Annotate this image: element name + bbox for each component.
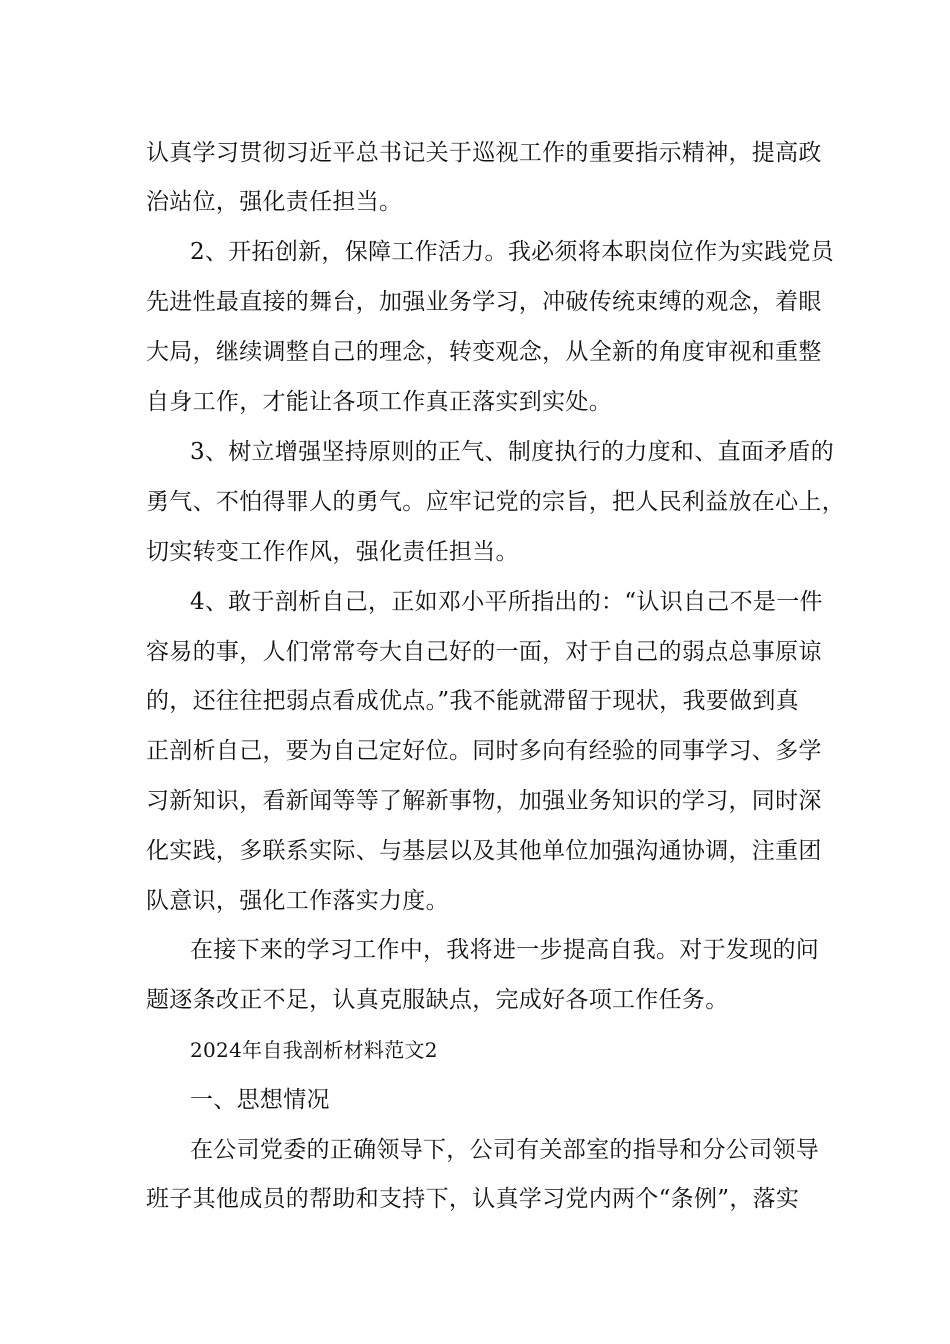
body-text-line: 治站位，强化责任担当。	[146, 189, 403, 215]
section-title: 2024年自我剖析材料范文2	[190, 1038, 438, 1062]
paragraph-first-line: 2、开拓创新，保障工作活力。我必须将本职岗位作为实践党员	[190, 239, 835, 265]
paragraph-first-line: 在接下来的学习工作中，我将进一步提高自我。对于发现的问	[190, 937, 820, 963]
body-text-line: 大局，继续调整自己的理念，转变观念，从全新的角度审视和重整	[146, 339, 822, 365]
paragraph-first-line: 3、树立增强坚持原则的正气、制度执行的力度和、直面矛盾的	[190, 439, 835, 465]
body-text-line: 勇气、不怕得罪人的勇气。应牢记党的宗旨，把人民利益放在心上，	[146, 489, 845, 515]
body-text-line: 自身工作，才能让各项工作真正落实到实处。	[146, 389, 612, 415]
body-text-line: 正剖析自己，要为自己定好位。同时多向有经验的同事学习、多学	[146, 738, 822, 764]
body-text-line: 题逐条改正不足，认真克服缺点，完成好各项工作任务。	[146, 987, 729, 1013]
body-text-line: 先进性最直接的舞台，加强业务学习，冲破传统束缚的观念，着眼	[146, 289, 822, 315]
body-text-line: 的，还往往把弱点看成优点。”我不能就滞留于现状，我要做到真	[146, 688, 799, 714]
subsection-heading: 一、思想情况	[190, 1087, 330, 1113]
body-text-line: 容易的事，人们常常夸大自己好的一面，对于自己的弱点总事原谅	[146, 639, 822, 665]
paragraph-first-line: 在公司党委的正确领导下，公司有关部室的指导和分公司领导	[190, 1137, 820, 1163]
body-text-line: 班子其他成员的帮助和支持下，认真学习党内两个“条例”，落实	[146, 1186, 800, 1212]
body-text-line: 化实践，多联系实际、与基层以及其他单位加强沟通协调，注重团	[146, 838, 822, 864]
paragraph-first-line: 4、敢于剖析自己，正如邓小平所指出的：“认识自己不是一件	[190, 589, 823, 615]
body-text-line: 习新知识，看新闻等等了解新事物，加强业务知识的学习，同时深	[146, 788, 822, 814]
body-text-line: 切实转变工作作风，强化责任担当。	[146, 539, 519, 565]
body-text-line: 认真学习贯彻习近平总书记关于巡视工作的重要指示精神，提高政	[146, 140, 822, 166]
body-text-line: 队意识，强化工作落实力度。	[146, 888, 449, 914]
